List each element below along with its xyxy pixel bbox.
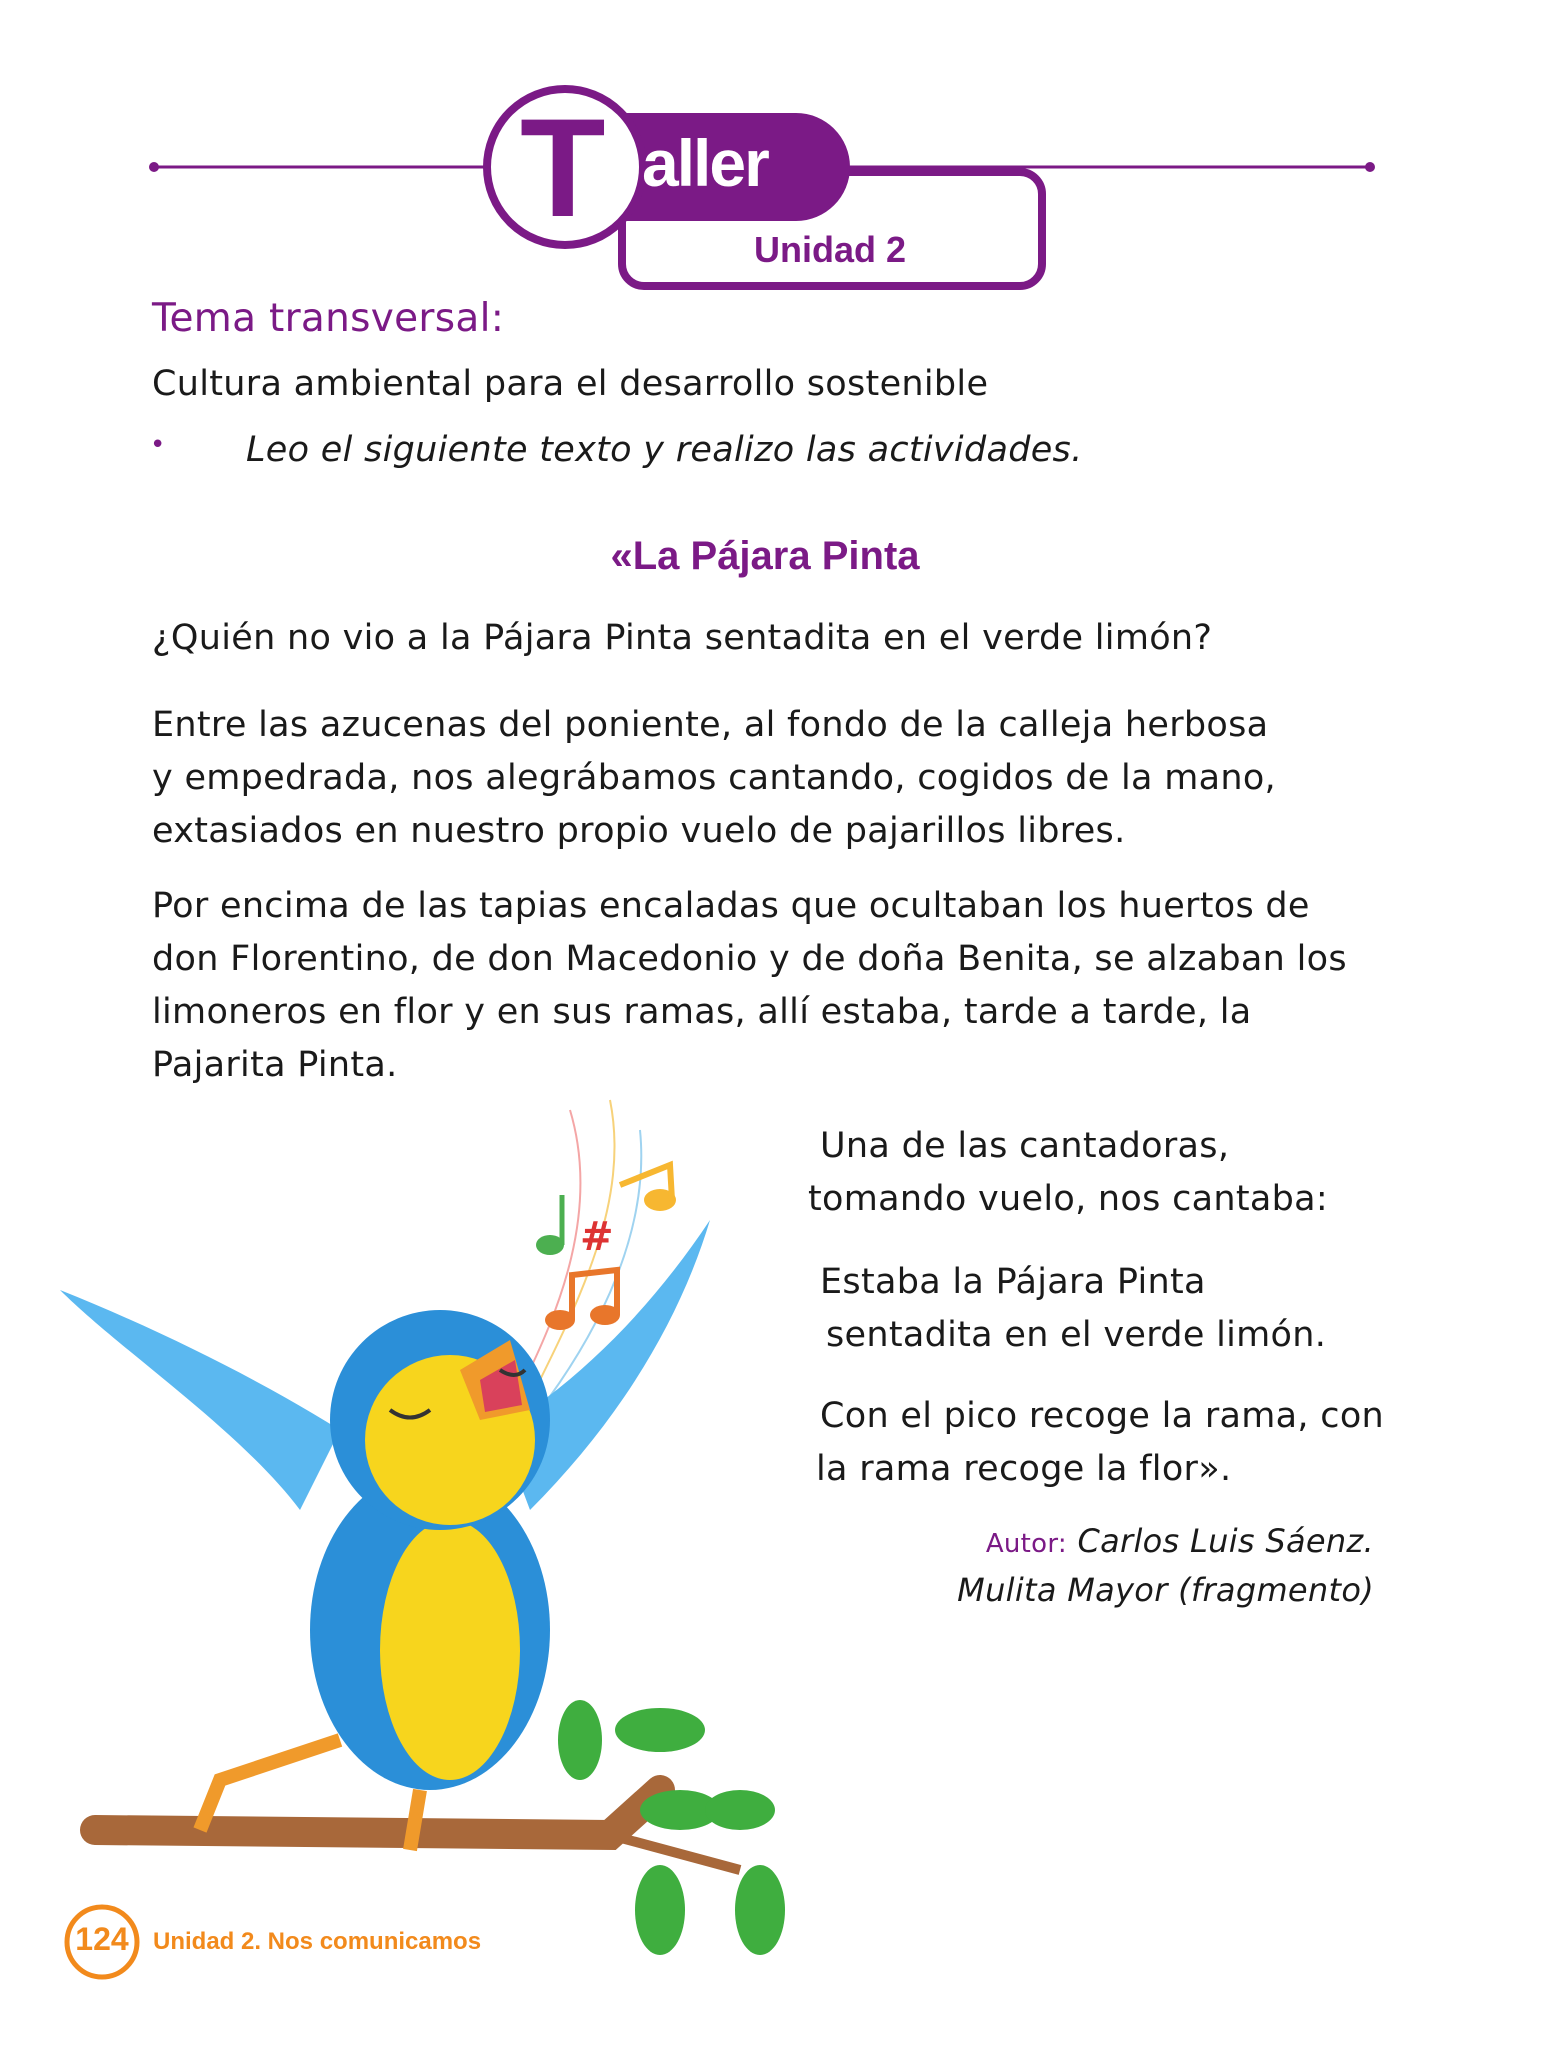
unit-label: Unidad 2 [754,229,907,270]
line: limoneros en flor y en sus ramas, allí estaba, tarde a tarde, la [152,992,1252,1032]
paragraph-3 [152,880,1347,1092]
attribution [957,1518,1374,1613]
paragraph-2 [152,699,1276,858]
paragraph-4 [808,1120,1328,1226]
instruction-text: Leo el siguiente texto y realizo las actividades. [246,430,1083,470]
line: Estaba la Pájara Pinta [820,1262,1206,1302]
line: extasiados en nuestro propio vuelo de pajarillos libres. [152,811,1126,851]
title-initial: T [520,89,606,246]
line: Con el pico recoge la rama, con [820,1396,1385,1436]
paragraph-5 [820,1256,1326,1362]
theme-label: Tema transversal: [152,296,505,341]
theme-value: Cultura ambiental para el desarrollo sostenible [152,364,989,404]
story-title: «La Pájara Pinta [610,534,920,578]
footer-unit-title: Unidad 2. Nos comunicamos [153,1928,482,1955]
paragraph-6 [816,1390,1384,1496]
author-label: Autor: [985,1529,1067,1559]
bullet: • [150,430,166,460]
line: y empedrada, nos alegrábamos cantando, cogidos de la mano, [152,758,1276,798]
line: Pajarita Pinta. [152,1045,398,1085]
paragraph-1: ¿Quién no vio a la Pájara Pinta sentadita en el verde limón? [152,618,1213,658]
author-name: Carlos Luis Sáenz. [1077,1522,1374,1560]
line: Una de las cantadoras, [820,1126,1230,1166]
page-number: 124 [75,1921,129,1957]
line: sentadita en el verde limón. [826,1315,1327,1355]
title-rest: aller [642,126,768,200]
line: Por encima de las tapias encaladas que ocultaban los huertos de [152,886,1310,926]
line: don Florentino, de don Macedonio y de doña Benita, se alzaban los [152,939,1347,979]
singing-bird-illustration [40,1090,810,1960]
source: Mulita Mayor (fragmento) [957,1571,1374,1609]
line: la rama recoge la flor». [816,1449,1232,1489]
svg-text:#: # [580,1214,614,1260]
line: tomando vuelo, nos cantaba: [808,1179,1328,1219]
line: Entre las azucenas del poniente, al fondo de la calleja herbosa [152,705,1269,745]
